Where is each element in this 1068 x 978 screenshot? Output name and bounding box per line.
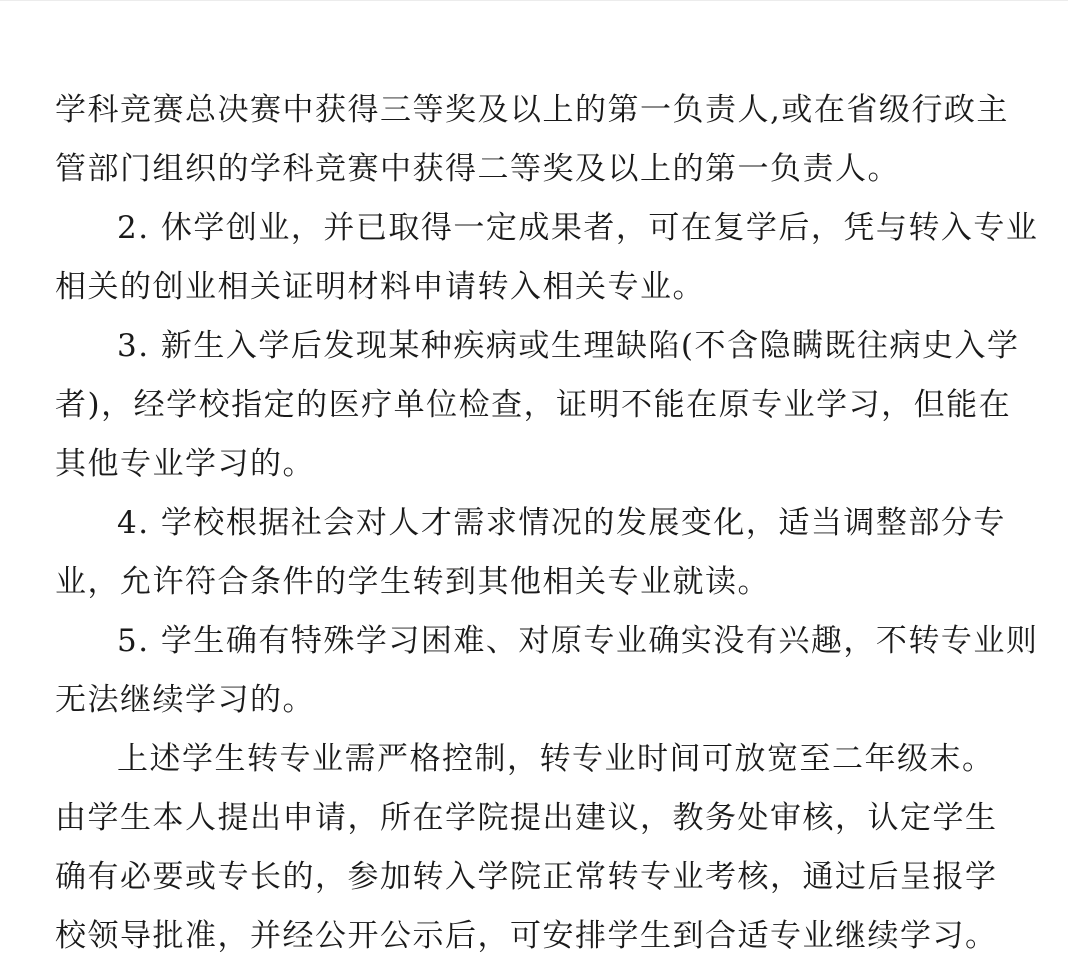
list-item-5-difficulty [55, 621, 1039, 739]
paragraph-closing-procedure [55, 739, 998, 975]
list-item-3-medical [55, 326, 1020, 503]
text-line: 上述学生转专业需严格控制，转专业时间可放宽至二年级末。 [117, 741, 995, 777]
text-line: 确有必要或专长的，参加转入学院正常转专业考核，通过后呈报学 [55, 859, 998, 895]
text-line: 管部门组织的学科竞赛中获得二等奖及以上的第一负责人。 [55, 151, 900, 187]
text-line: 其他专业学习的。 [55, 446, 315, 482]
list-item-4-adjustment [55, 503, 1006, 621]
paragraph-continued-criteria [55, 90, 1009, 208]
text-line: 业，允许符合条件的学生转到其他相关专业就读。 [55, 564, 770, 600]
text-line: 相关的创业相关证明材料申请转入相关专业。 [55, 269, 705, 305]
text-line: 由学生本人提出申请，所在学院提出建议，教务处审核，认定学生 [55, 800, 998, 836]
list-item-2-entrepreneurship [55, 208, 1039, 326]
text-line: 5. 学生确有特殊学习困难、对原专业确实没有兴趣，不转专业则 [117, 623, 1039, 659]
text-line: 学科竞赛总决赛中获得三等奖及以上的第一负责人,或在省级行政主 [55, 92, 1009, 128]
document-body [55, 90, 1039, 975]
text-line: 3. 新生入学后发现某种疾病或生理缺陷(不含隐瞒既往病史入学 [117, 328, 1020, 364]
text-line: 2. 休学创业，并已取得一定成果者，可在复学后，凭与转入专业 [117, 210, 1039, 246]
text-line: 无法继续学习的。 [55, 682, 315, 718]
text-line: 4. 学校根据社会对人才需求情况的发展变化，适当调整部分专 [117, 505, 1006, 541]
text-line: 校领导批准，并经公开公示后，可安排学生到合适专业继续学习。 [55, 918, 998, 954]
text-line: 者)，经学校指定的医疗单位检查，证明不能在原专业学习，但能在 [55, 387, 1012, 423]
